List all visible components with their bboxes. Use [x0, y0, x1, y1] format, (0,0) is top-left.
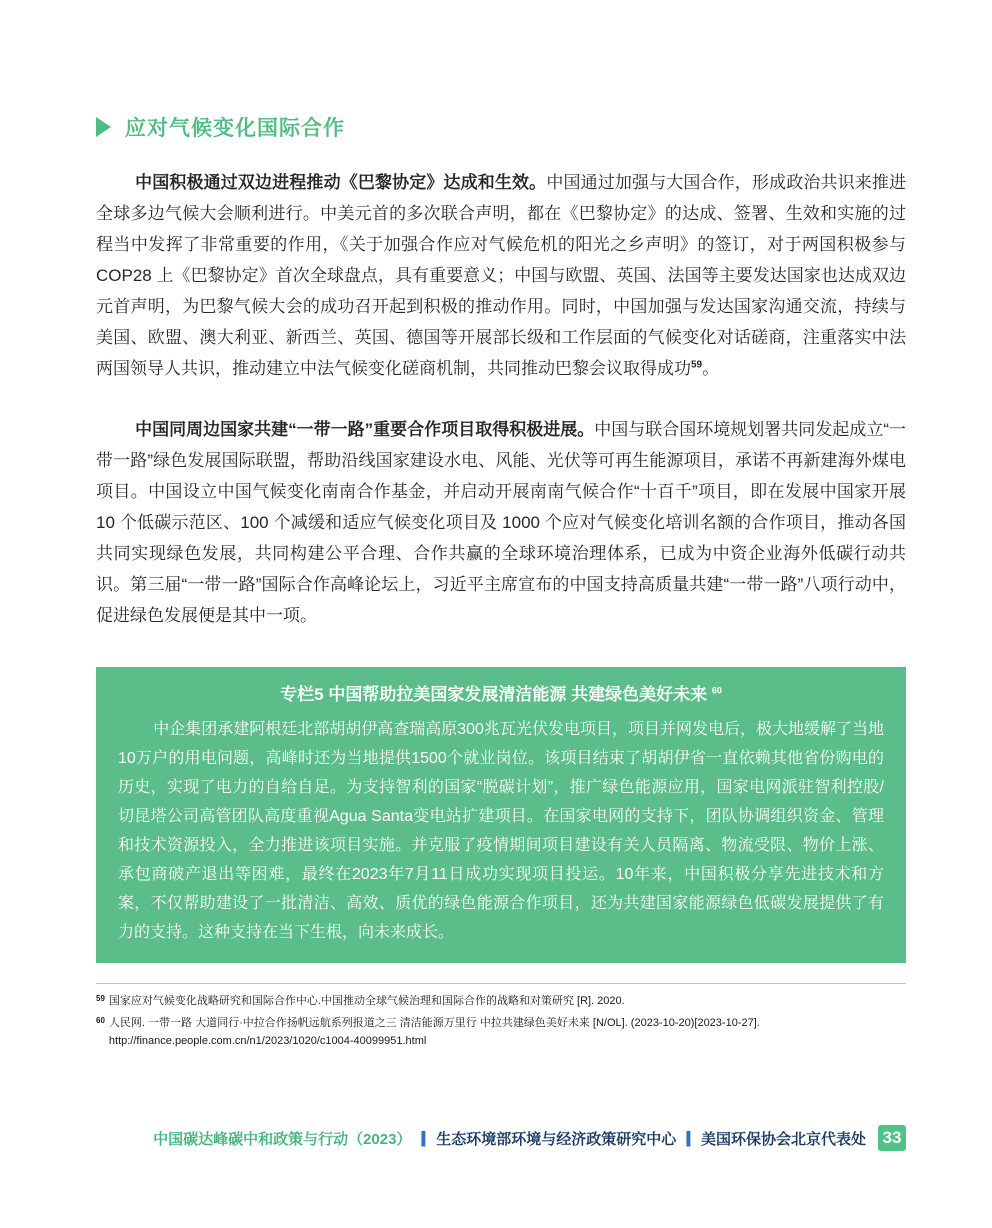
footnote-ref-60: 60	[711, 685, 722, 696]
page-footer	[153, 1125, 906, 1151]
paragraph-lead-bold: 中国积极通过双边进程推动《巴黎协定》达成和生效。	[135, 173, 547, 192]
column-box-title-text: 专栏5 中国帮助拉美国家发展清洁能源 共建绿色美好未来	[280, 685, 708, 704]
footer-org-meep: 生态环境部环境与经济政策研究中心	[436, 1130, 677, 1148]
paragraph-body-text: 中国通过加强与大国合作，形成政治共识来推进全球多边气候大会顺利进行。中美元首的多次联合声明，都在《巴黎协定》的达成、签署、生效和实施的过程当中发挥了非常重要的作用，《关于加强合作应对气候危机的阳光之乡声明》的签订，对于两国积极参与 COP28 上《巴黎协定》首次全球盘点，具有重要意义；中国与欧盟、英国、法国等主要发达国家也达成双边元首声明，为巴黎气候大会的成功召开起到积极的推动作用。同时，中国加强与发达国家沟通交流，持续与美国、欧盟、澳大利亚、新西兰、英国、德国等开展部长级和工作层面的气候变化对话磋商，注重落实中法两国领导人共识，推动建立中法气候变化磋商机制，共同推动巴黎会议取得成功	[96, 173, 907, 378]
paragraph-lead-bold: 中国同周边国家共建“一带一路”重要合作项目取得积极进展。	[135, 420, 595, 439]
column-box-5	[96, 667, 906, 963]
footnote-ref-59: 59	[691, 359, 703, 371]
section-heading	[96, 112, 906, 142]
footer-separator-icon: |	[684, 1128, 693, 1147]
paragraph-belt-and-road	[96, 414, 906, 631]
paragraph-bilateral-process	[96, 167, 906, 384]
column-box-title	[118, 680, 884, 705]
page-number-badge: 33	[878, 1125, 906, 1151]
footer-separator-icon: |	[419, 1128, 429, 1147]
footnote-text: 人民网. 一带一路 大道同行·中拉合作扬帆远航系列报道之三 清洁能源万里行 中拉共建绿色美好未来 [N/OL]. (2023-10-20)[2023-10-27]. http://finance.people.com.cn/n1/2023/1020/c1004-40099951.html	[108, 1017, 760, 1047]
paragraph-body-text: 中国与联合国环境规划署共同发起成立“一带一路”绿色发展国际联盟，帮助沿线国家建设水电、风能、光伏等可再生能源项目，承诺不再新建海外煤电项目。中国设立中国气候变化南南合作基金，并启动开展南南气候合作“十百千”项目，即在发展中国家开展 10 个低碳示范区、100 个减缓和适应气候变化项目及 1000 个应对气候变化培训名额的合作项目，推动各国共同实现绿色发展，共同构建公平合理、合作共赢的全球环境治理体系，已成为中资企业海外低碳行动共识。第三届“一带一路”国际合作高峰论坛上，习近平主席宣布的中国支持高质量共建“一带一路”八项行动中，促进绿色发展便是其中一项。	[96, 420, 907, 625]
triangle-bullet-icon	[96, 117, 111, 137]
footer-org-edf: 美国环保协会北京代表处	[700, 1130, 866, 1148]
footnote-59	[96, 992, 906, 1010]
section-title: 应对气候变化国际合作	[125, 117, 345, 140]
footnote-number: 59	[96, 994, 105, 1003]
footnote-text: 国家应对气候变化战略研究和国际合作中心.中国推动全球气候治理和国际合作的战略和对策研究 [R]. 2020.	[108, 995, 625, 1007]
footnote-number: 60	[96, 1016, 105, 1025]
footer-report-title: 中国碳达峰碳中和政策与行动（2023）	[153, 1130, 412, 1148]
column-box-body: 中企集团承建阿根廷北部胡胡伊高查瑞高原300兆瓦光伏发电项目，项目并网发电后，极大地缓解了当地10万户的用电问题，高峰时还为当地提供1500个就业岗位。该项目结束了胡胡伊省一直依赖其他省份购电的历史，实现了电力的自给自足。为支持智利的国家“脱碳计划”，推广绿色能源应用，国家电网派驻智利控股/切昆塔公司高管团队高度重视Agua Santa变电站扩建项目。在国家电网的支持下，团队协调组织资金、管理和技术资源投入，全力推进该项目实施。并克服了疫情期间项目建设有关人员隔离、物流受限、物价上涨、承包商破产退出等困难，最终在2023年7月11日成功实现项目投运。10年来，中国积极分享先进技术和方案，不仅帮助建设了一批清洁、高效、质优的绿色能源合作项目，还为共建国家能源绿色低碳发展提供了有力的支持。这种支持在当下生根，向未来成长。	[118, 721, 884, 941]
page-content	[96, 112, 906, 1050]
footnote-divider	[96, 983, 906, 984]
footnotes-section	[96, 992, 906, 1050]
paragraph-tail: 。	[702, 359, 720, 378]
footnote-60	[96, 1014, 906, 1050]
